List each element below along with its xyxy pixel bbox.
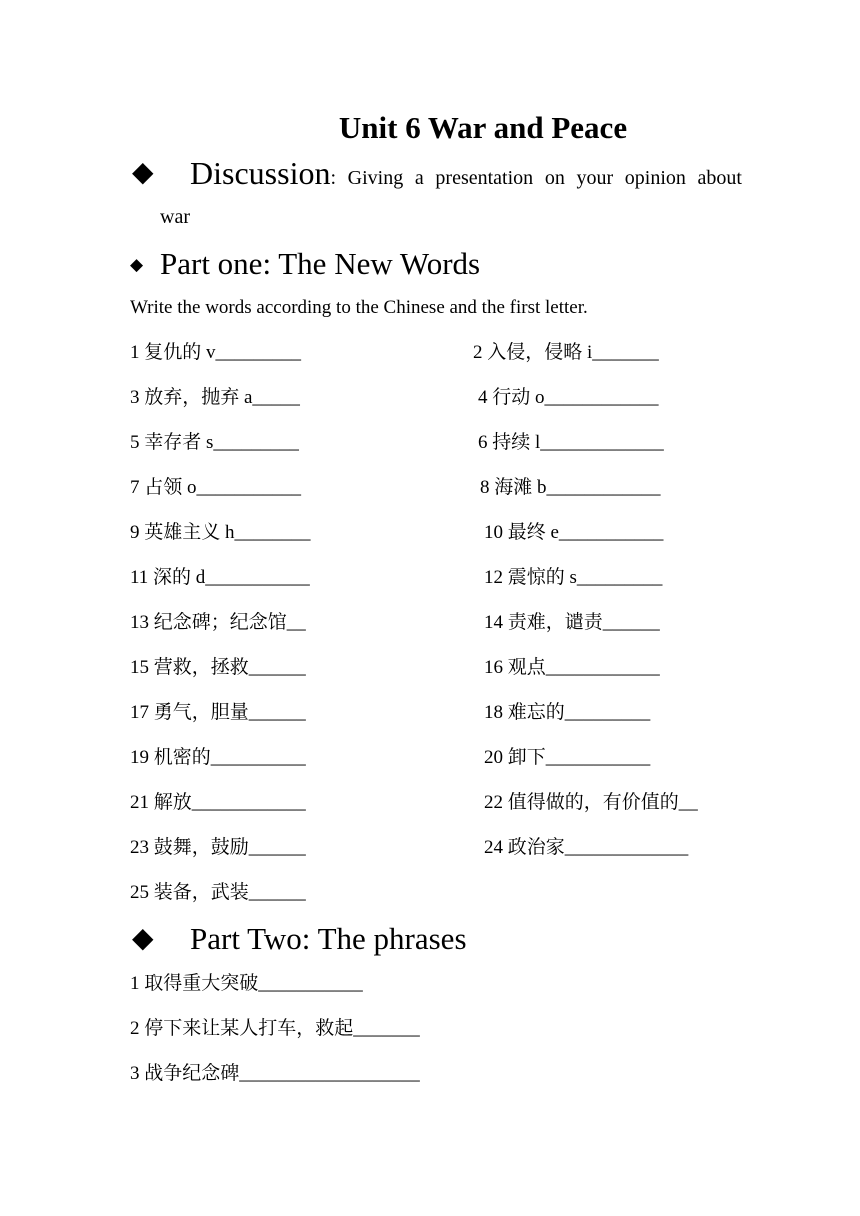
word-item: 6 持续 l_____________ [478,432,664,453]
part-two-heading: Part Two: The phrases [190,921,467,956]
discussion-bullet-icon: ◆ [132,157,154,188]
word-item: 24 政治家_____________ [484,837,689,858]
discussion-text-continued: war [160,206,190,228]
discussion-heading: Discussion [190,155,331,191]
word-item: 14 责难，谴责______ [484,612,660,633]
word-item: 5 幸存者 s_________ [130,432,299,453]
word-item: 17 勇气，胆量______ [130,702,306,723]
word-item: 20 卸下___________ [484,747,651,768]
word-item: 21 解放____________ [130,792,306,813]
word-item: 15 营救，拯救______ [130,657,306,678]
word-item: 19 机密的__________ [130,747,306,768]
word-item: 11 深的 d___________ [130,567,310,588]
word-item: 18 难忘的_________ [484,702,651,723]
discussion-text: : Giving a presentation on your opinion about [330,167,742,189]
word-item: 9 英雄主义 h________ [130,522,311,543]
part-one-heading-line [130,244,480,285]
discussion-line [190,152,742,201]
phrase-item: 1 取得重大突破___________ [130,973,363,994]
word-item: 3 放弃，抛弃 a_____ [130,387,300,408]
word-item: 12 震惊的 s_________ [484,567,663,588]
phrase-item: 2 停下来让某人打车，救起_______ [130,1018,420,1039]
word-item: 13 纪念碑；纪念馆__ [130,612,306,633]
part-one-instruction: Write the words according to the Chinese and the first letter. [130,297,588,318]
part-two-bullet-icon: ◆ [132,923,154,954]
word-item: 16 观点____________ [484,657,660,678]
word-item: 2 入侵，侵略 i_______ [473,342,659,363]
page-title: Unit 6 War and Peace [338,110,628,145]
word-item: 25 装备，武装______ [130,882,306,903]
word-item: 22 值得做的，有价值的__ [484,792,698,813]
phrase-item: 3 战争纪念碑___________________ [130,1063,420,1084]
word-item: 7 占领 o___________ [130,477,302,498]
part-one-bullet-icon: ◆ [130,255,144,274]
word-item: 1 复仇的 v_________ [130,342,302,363]
word-item: 8 海滩 b____________ [480,477,661,498]
word-item: 10 最终 e___________ [484,522,664,543]
word-item: 4 行动 o____________ [478,387,659,408]
word-item: 23 鼓舞，鼓励______ [130,837,306,858]
part-one-heading: Part one: The New Words [160,246,481,281]
